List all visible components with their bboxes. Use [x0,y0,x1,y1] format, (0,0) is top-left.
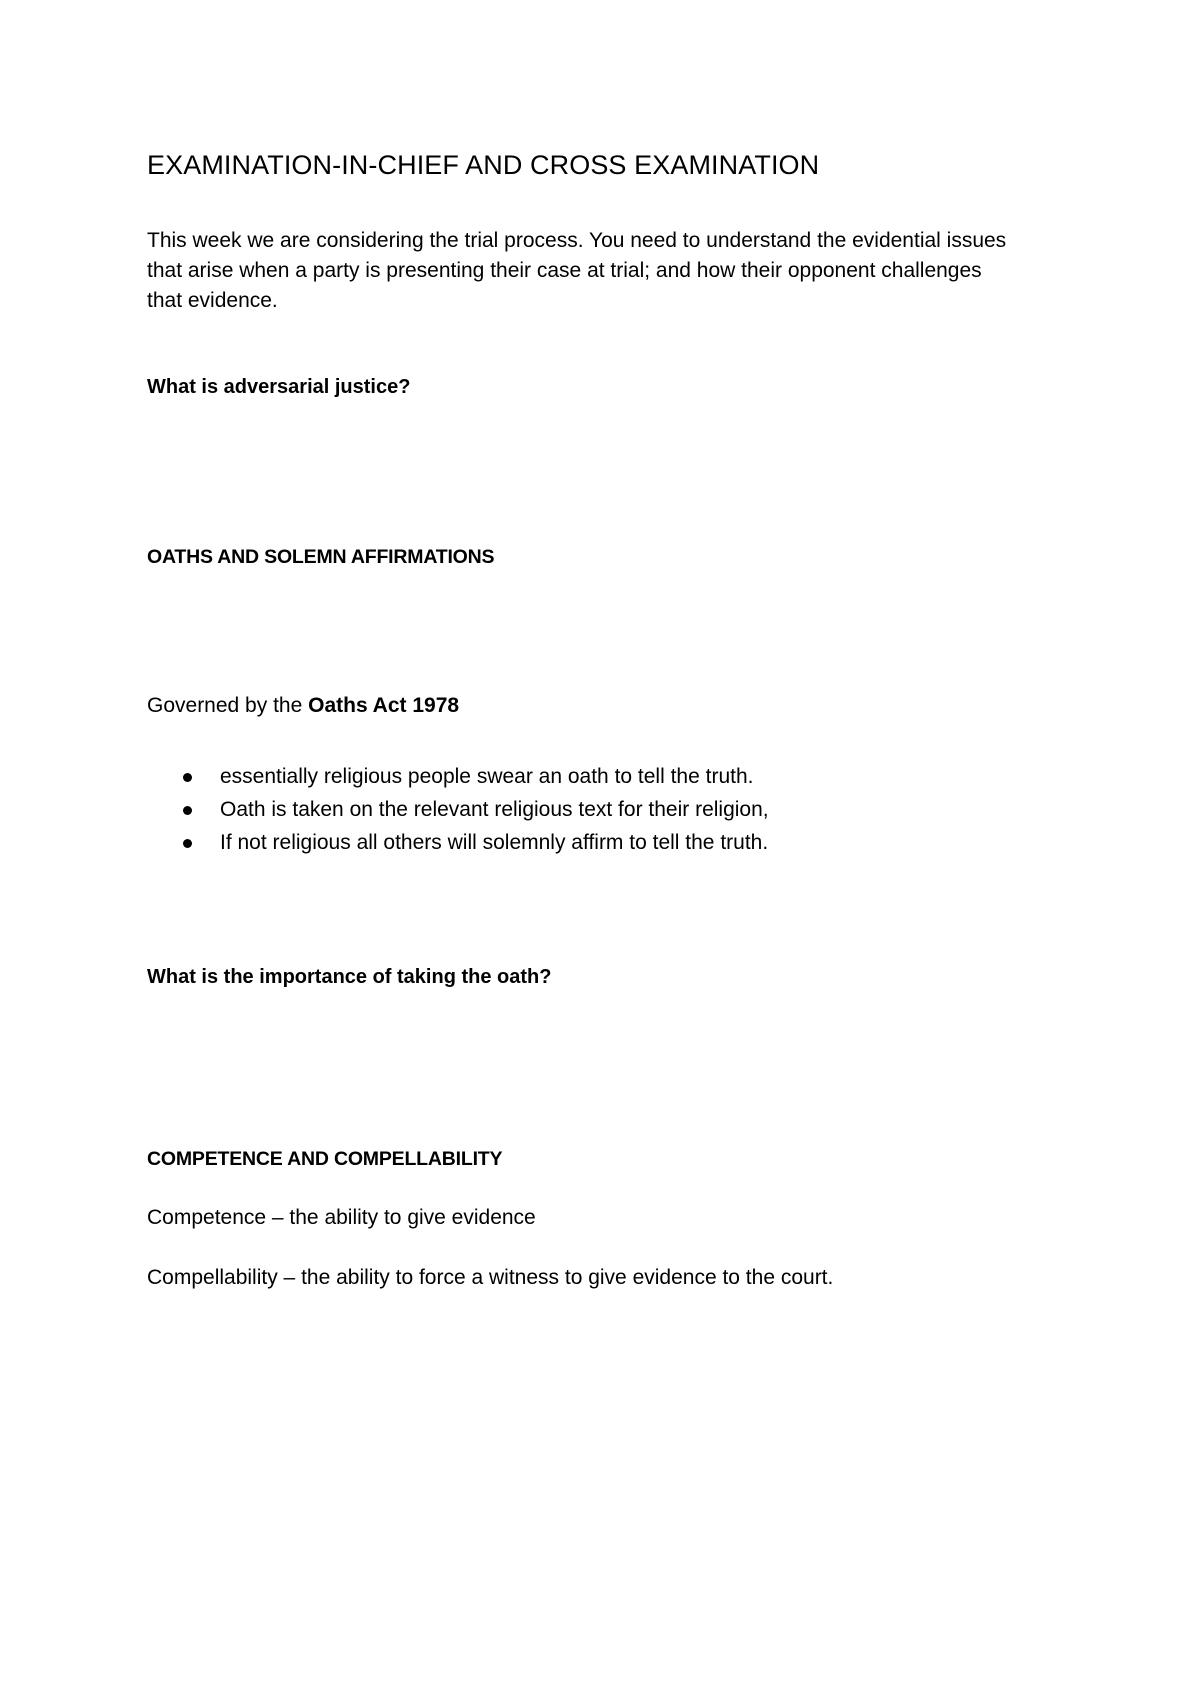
list-item [147,762,769,795]
intro-line: that evidence. [147,289,278,312]
heading-oaths-affirmations: OATHS AND SOLEMN AFFIRMATIONS [147,546,495,568]
intro-paragraph [147,226,1006,316]
list-item [147,795,769,828]
heading-competence-compellability: COMPETENCE AND COMPELLABILITY [147,1148,503,1170]
bullet-icon [183,773,192,782]
list-item-text: essentially religious people swear an oath to tell the truth. [220,765,754,788]
intro-line: that arise when a party is presenting their case at trial; and how their opponent challenges [147,259,982,282]
list-item-text: If not religious all others will solemnly affirm to tell the truth. [220,831,769,854]
definition-compellability: Compellability – the ability to force a witness to give evidence to the court. [147,1266,834,1289]
intro-line: This week we are considering the trial process. You need to understand the evidential issues [147,229,1007,252]
question-adversarial-justice: What is adversarial justice? [147,376,411,398]
governed-prefix: Governed by the [147,694,309,717]
oath-bullet-list [147,762,769,861]
list-item [147,828,769,861]
bullet-icon [183,839,192,848]
oaths-act-reference: Oaths Act 1978 [308,694,460,717]
question-importance-of-oath: What is the importance of taking the oath? [147,966,552,988]
definition-competence: Competence – the ability to give evidence [147,1206,536,1229]
governed-by-line [147,694,459,718]
bullet-icon [183,806,192,815]
document-title: EXAMINATION-IN-CHIEF AND CROSS EXAMINATION [147,150,820,180]
list-item-text: Oath is taken on the relevant religious text for their religion, [220,798,769,821]
